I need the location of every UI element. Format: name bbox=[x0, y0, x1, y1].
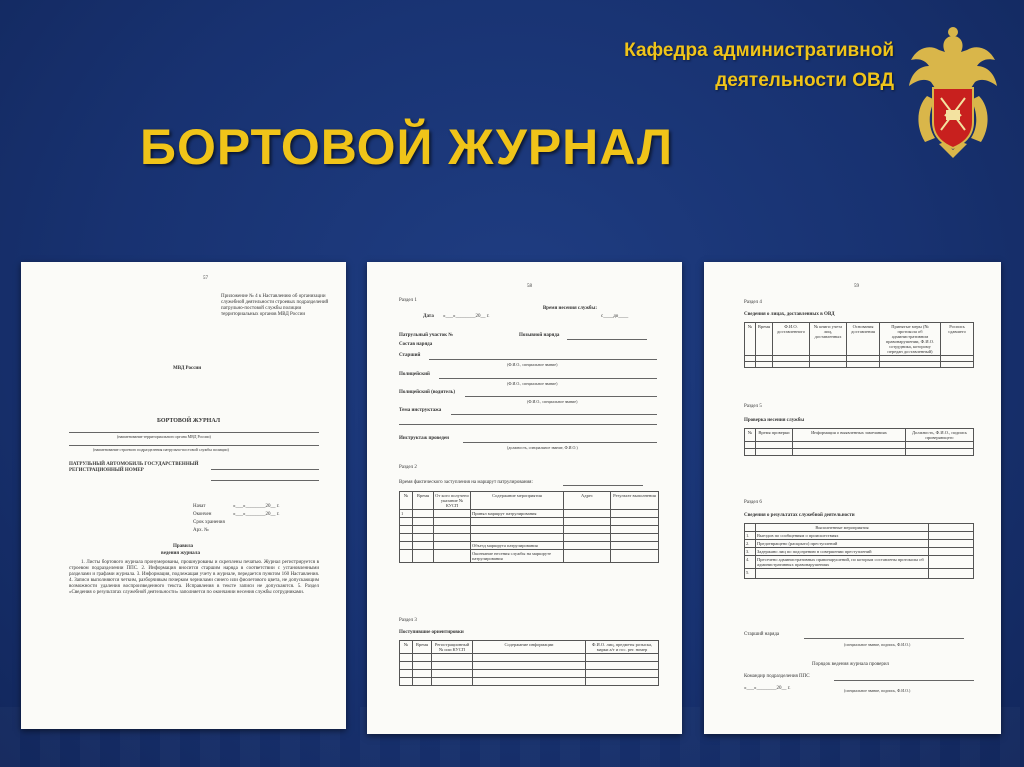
document-page-2 bbox=[367, 262, 682, 734]
table-row bbox=[400, 542, 659, 550]
senior-caption: (специальное звание, подпись, Ф.И.О.) bbox=[844, 642, 911, 647]
organization-line-2: деятельности ОВД bbox=[715, 70, 894, 91]
car-number-field bbox=[211, 469, 319, 470]
table-cell: Принял маршрут патрулирования bbox=[471, 510, 564, 518]
column-header: № bbox=[400, 492, 413, 510]
caption-territorial: (наименование территориального органа МВД России) bbox=[117, 434, 211, 439]
table-row bbox=[400, 662, 659, 670]
column-header: Время bbox=[413, 492, 434, 510]
divider bbox=[69, 445, 319, 446]
page-number: 58 bbox=[527, 284, 532, 289]
table-cell bbox=[434, 510, 471, 518]
column-header: № bbox=[745, 323, 756, 356]
table-header-row bbox=[745, 323, 974, 356]
table-header-row bbox=[745, 524, 974, 532]
table-cell bbox=[400, 550, 413, 563]
callsign-field bbox=[567, 339, 647, 340]
car-number-label: ПАТРУЛЬНЫЙ АВТОМОБИЛЬ ГОСУДАРСТВЕННЫЙ РЕГИСТРАЦИОННЫЙ НОМЕР bbox=[69, 462, 199, 473]
archive-label: Арх. № bbox=[193, 528, 209, 533]
column-header: № книги учета лиц, доставленных bbox=[810, 323, 847, 356]
table-cell: Задержано лиц по подозрению в совершении преступлений bbox=[756, 548, 929, 556]
area-label: Патрульный участок № bbox=[399, 333, 454, 338]
section-3-label: Раздел 3 bbox=[399, 618, 417, 623]
officer-field bbox=[439, 378, 657, 379]
table-row bbox=[400, 518, 659, 526]
table-cell: Пресечено административных правонарушений, по которым составлены протоколы об административных правонарушениях bbox=[756, 556, 929, 569]
table-header-row bbox=[400, 641, 659, 654]
results-table bbox=[744, 523, 974, 579]
briefing-topic-label: Тема инструктажа bbox=[399, 408, 442, 413]
service-time-value: с____до____ bbox=[601, 314, 629, 319]
commander-field bbox=[834, 680, 974, 681]
table-row bbox=[400, 510, 659, 518]
detained-table bbox=[744, 322, 974, 368]
senior-field bbox=[804, 638, 964, 639]
police-eagle-emblem-icon bbox=[905, 26, 1001, 166]
column-header: № bbox=[400, 641, 413, 654]
started-date: «___»________20__ г. bbox=[233, 504, 280, 509]
page-title: БОРТОВОЙ ЖУРНАЛ bbox=[140, 119, 674, 175]
driver-caption: (Ф.И.О., специальное звание) bbox=[527, 399, 578, 404]
table-cell: Выездов по сообщениям о происшествиях bbox=[756, 532, 929, 540]
storage-label: Срок хранения bbox=[193, 520, 225, 525]
crew-label: Состав наряда bbox=[399, 342, 433, 347]
senior-label: Старший bbox=[399, 353, 421, 358]
finished-date: «___»________20__ г. bbox=[233, 512, 280, 517]
column-header: Адрес bbox=[564, 492, 611, 510]
driver-field bbox=[465, 396, 657, 397]
driver-label: Полицейский (водитель) bbox=[399, 390, 455, 395]
table-header-row bbox=[400, 492, 659, 510]
table-row bbox=[745, 449, 974, 456]
column-header: Должность, Ф.И.О., подпись проверяющего bbox=[906, 429, 974, 442]
senior-label: Старший наряда bbox=[744, 632, 780, 637]
officer-caption: (Ф.И.О., специальное звание) bbox=[507, 381, 558, 386]
column-header: Время bbox=[756, 323, 773, 356]
column-header: Время bbox=[413, 641, 432, 654]
section-1-label: Раздел 1 bbox=[399, 298, 417, 303]
checks-title: Проверка несения службы bbox=[744, 418, 805, 423]
commander-caption: (специальное звание, подпись, Ф.И.О.) bbox=[844, 688, 911, 693]
briefing-caption: (должность, специальное звание, Ф.И.О.) bbox=[507, 445, 578, 450]
checks-table bbox=[744, 428, 974, 456]
commander-label: Командир подразделения ППС bbox=[744, 674, 810, 679]
column-header: Регистрационный № или КУСП bbox=[432, 641, 473, 654]
briefing-by-field bbox=[463, 442, 657, 443]
briefing-by-label: Инструктаж проведен bbox=[399, 436, 450, 441]
section-2-label: Раздел 2 bbox=[399, 465, 417, 470]
column-header: № bbox=[745, 429, 756, 442]
started-label: Начат bbox=[193, 504, 206, 509]
rules-text: 1. Листы бортового журнала пронумерованы, прошнурованы и скреплены печатью. Журнал регистрируется в строевом подразделении ППС. 2. Информация вносится старшим наряда в соответствии с установленными разделами и графами журнала. 3. Информация, подлежащая учету в журнале, передается пунктом 160 Наставления. 4. Записи выполняются четким, разборчивым почерком чернилами синего или фиолетового цвета, не допускающим возможности удаления воспроизведенного текста. Исправления в тексте записи не допускаются. 5. Раздел «Сведения о результатах служебной деятельности» заполняется по окончании несения службы сотрудниками. bbox=[69, 560, 319, 595]
briefing-topic-field bbox=[399, 424, 657, 425]
section-4-label: Раздел 4 bbox=[744, 300, 762, 305]
car-number-field bbox=[211, 480, 319, 481]
rules-subtitle: ведения журнала bbox=[161, 551, 200, 556]
ministry-label: МВД России bbox=[173, 366, 202, 371]
table-row bbox=[400, 654, 659, 662]
table-cell bbox=[564, 510, 611, 518]
table-cell bbox=[611, 510, 659, 518]
table-row: 1. Выездов по сообщениям о происшествиях bbox=[745, 532, 974, 540]
table-row bbox=[745, 362, 974, 368]
table-row bbox=[400, 534, 659, 542]
column-header: Ф.И.О. доставленного bbox=[773, 323, 810, 356]
date-value: «___»________20__ г. bbox=[443, 314, 490, 319]
date-label: Дата bbox=[423, 314, 434, 319]
table-cell bbox=[413, 510, 434, 518]
route-table bbox=[399, 491, 659, 563]
table-header-row bbox=[745, 429, 974, 442]
table-row bbox=[400, 550, 659, 563]
caption-subdivision: (наименование строевого подразделения патрульно-постовой службы полиции) bbox=[93, 447, 229, 452]
commander-date: «___»________20__ г. bbox=[744, 686, 791, 691]
officer-label: Полицейский bbox=[399, 372, 430, 377]
table-cell: Предотвращено (раскрыто) преступлений bbox=[756, 540, 929, 548]
results-title: Сведения о результатах служебной деятельности bbox=[744, 513, 855, 518]
service-time-label: Время несения службы: bbox=[542, 306, 597, 311]
divider bbox=[69, 432, 319, 433]
senior-field bbox=[429, 359, 657, 360]
table-cell: Объезд маршрута патрулирования bbox=[471, 542, 564, 550]
senior-caption: (Ф.И.О., специальное звание) bbox=[507, 362, 558, 367]
finished-label: Окончен bbox=[193, 512, 212, 517]
document-page-1 bbox=[21, 262, 346, 729]
column-header: Информация о выявленных замечаниях bbox=[793, 429, 906, 442]
orientations-title: Поступившие ориентировки bbox=[399, 630, 464, 635]
column-header: Результат выполнения bbox=[611, 492, 659, 510]
column-header: От кого получено указание № КУСП bbox=[435, 493, 469, 508]
briefing-topic-field bbox=[451, 414, 657, 415]
orientations-table bbox=[399, 640, 659, 686]
table-row bbox=[400, 670, 659, 678]
table-cell: 1 bbox=[400, 510, 413, 518]
table-row: 4. Пресечено административных правонарушений, по которым составлены протоколы об административных правонарушениях bbox=[745, 556, 974, 569]
route-time-field bbox=[563, 485, 643, 486]
route-time-label: Время фактического заступления на маршрут патрулирования: bbox=[399, 480, 533, 485]
organization-name bbox=[624, 36, 894, 96]
table-row bbox=[400, 678, 659, 686]
page-number: 57 bbox=[203, 276, 208, 281]
column-header: Ф.И.О. лиц, предметы розыска, марки а/т и гос. рег. номер bbox=[586, 641, 659, 654]
column-header: Содержание информации bbox=[473, 641, 586, 654]
table-cell: Окончание несения службы на маршруте патрулирования bbox=[471, 550, 564, 563]
rules-title: Правила bbox=[173, 544, 194, 549]
column-header: Принятые меры (№ протокола об административном правонарушении, Ф.И.О. сотрудника, которому передан доставленный) bbox=[880, 323, 941, 356]
column-header: Основания доставления bbox=[847, 323, 880, 356]
table-row bbox=[745, 442, 974, 449]
document-page-3 bbox=[704, 262, 1001, 734]
journal-check-text: Порядок ведения журнала проверил bbox=[812, 662, 890, 667]
table-row: 3. Задержано лиц по подозрению в совершении преступлений bbox=[745, 548, 974, 556]
table-row: 5. bbox=[745, 569, 974, 579]
table-row bbox=[400, 526, 659, 534]
section-5-label: Раздел 5 bbox=[744, 404, 762, 409]
callsign-label: Позывной наряда bbox=[519, 333, 560, 338]
column-header: Выполненные мероприятия bbox=[756, 524, 929, 532]
table-row: 2. Предотвращено (раскрыто) преступлений bbox=[745, 540, 974, 548]
column-header: Роспись сдавшего bbox=[941, 323, 974, 356]
column-header: Содержание мероприятия bbox=[471, 492, 564, 510]
section-6-label: Раздел 6 bbox=[744, 500, 762, 505]
page-number: 59 bbox=[854, 284, 859, 289]
organization-line-1: Кафедра административной bbox=[624, 40, 894, 61]
document-title: БОРТОВОЙ ЖУРНАЛ bbox=[157, 418, 221, 424]
table-cell bbox=[756, 569, 929, 579]
detained-title: Сведения о лицах, доставленных в ОВД bbox=[744, 312, 835, 317]
appendix-text: Приложение № 4 к Наставлению об организации служебной деятельности строевых подразделений патрульно-постовой службы полиции территориальных органов МВД России bbox=[221, 294, 329, 317]
column-header: Время проверки bbox=[756, 429, 793, 442]
